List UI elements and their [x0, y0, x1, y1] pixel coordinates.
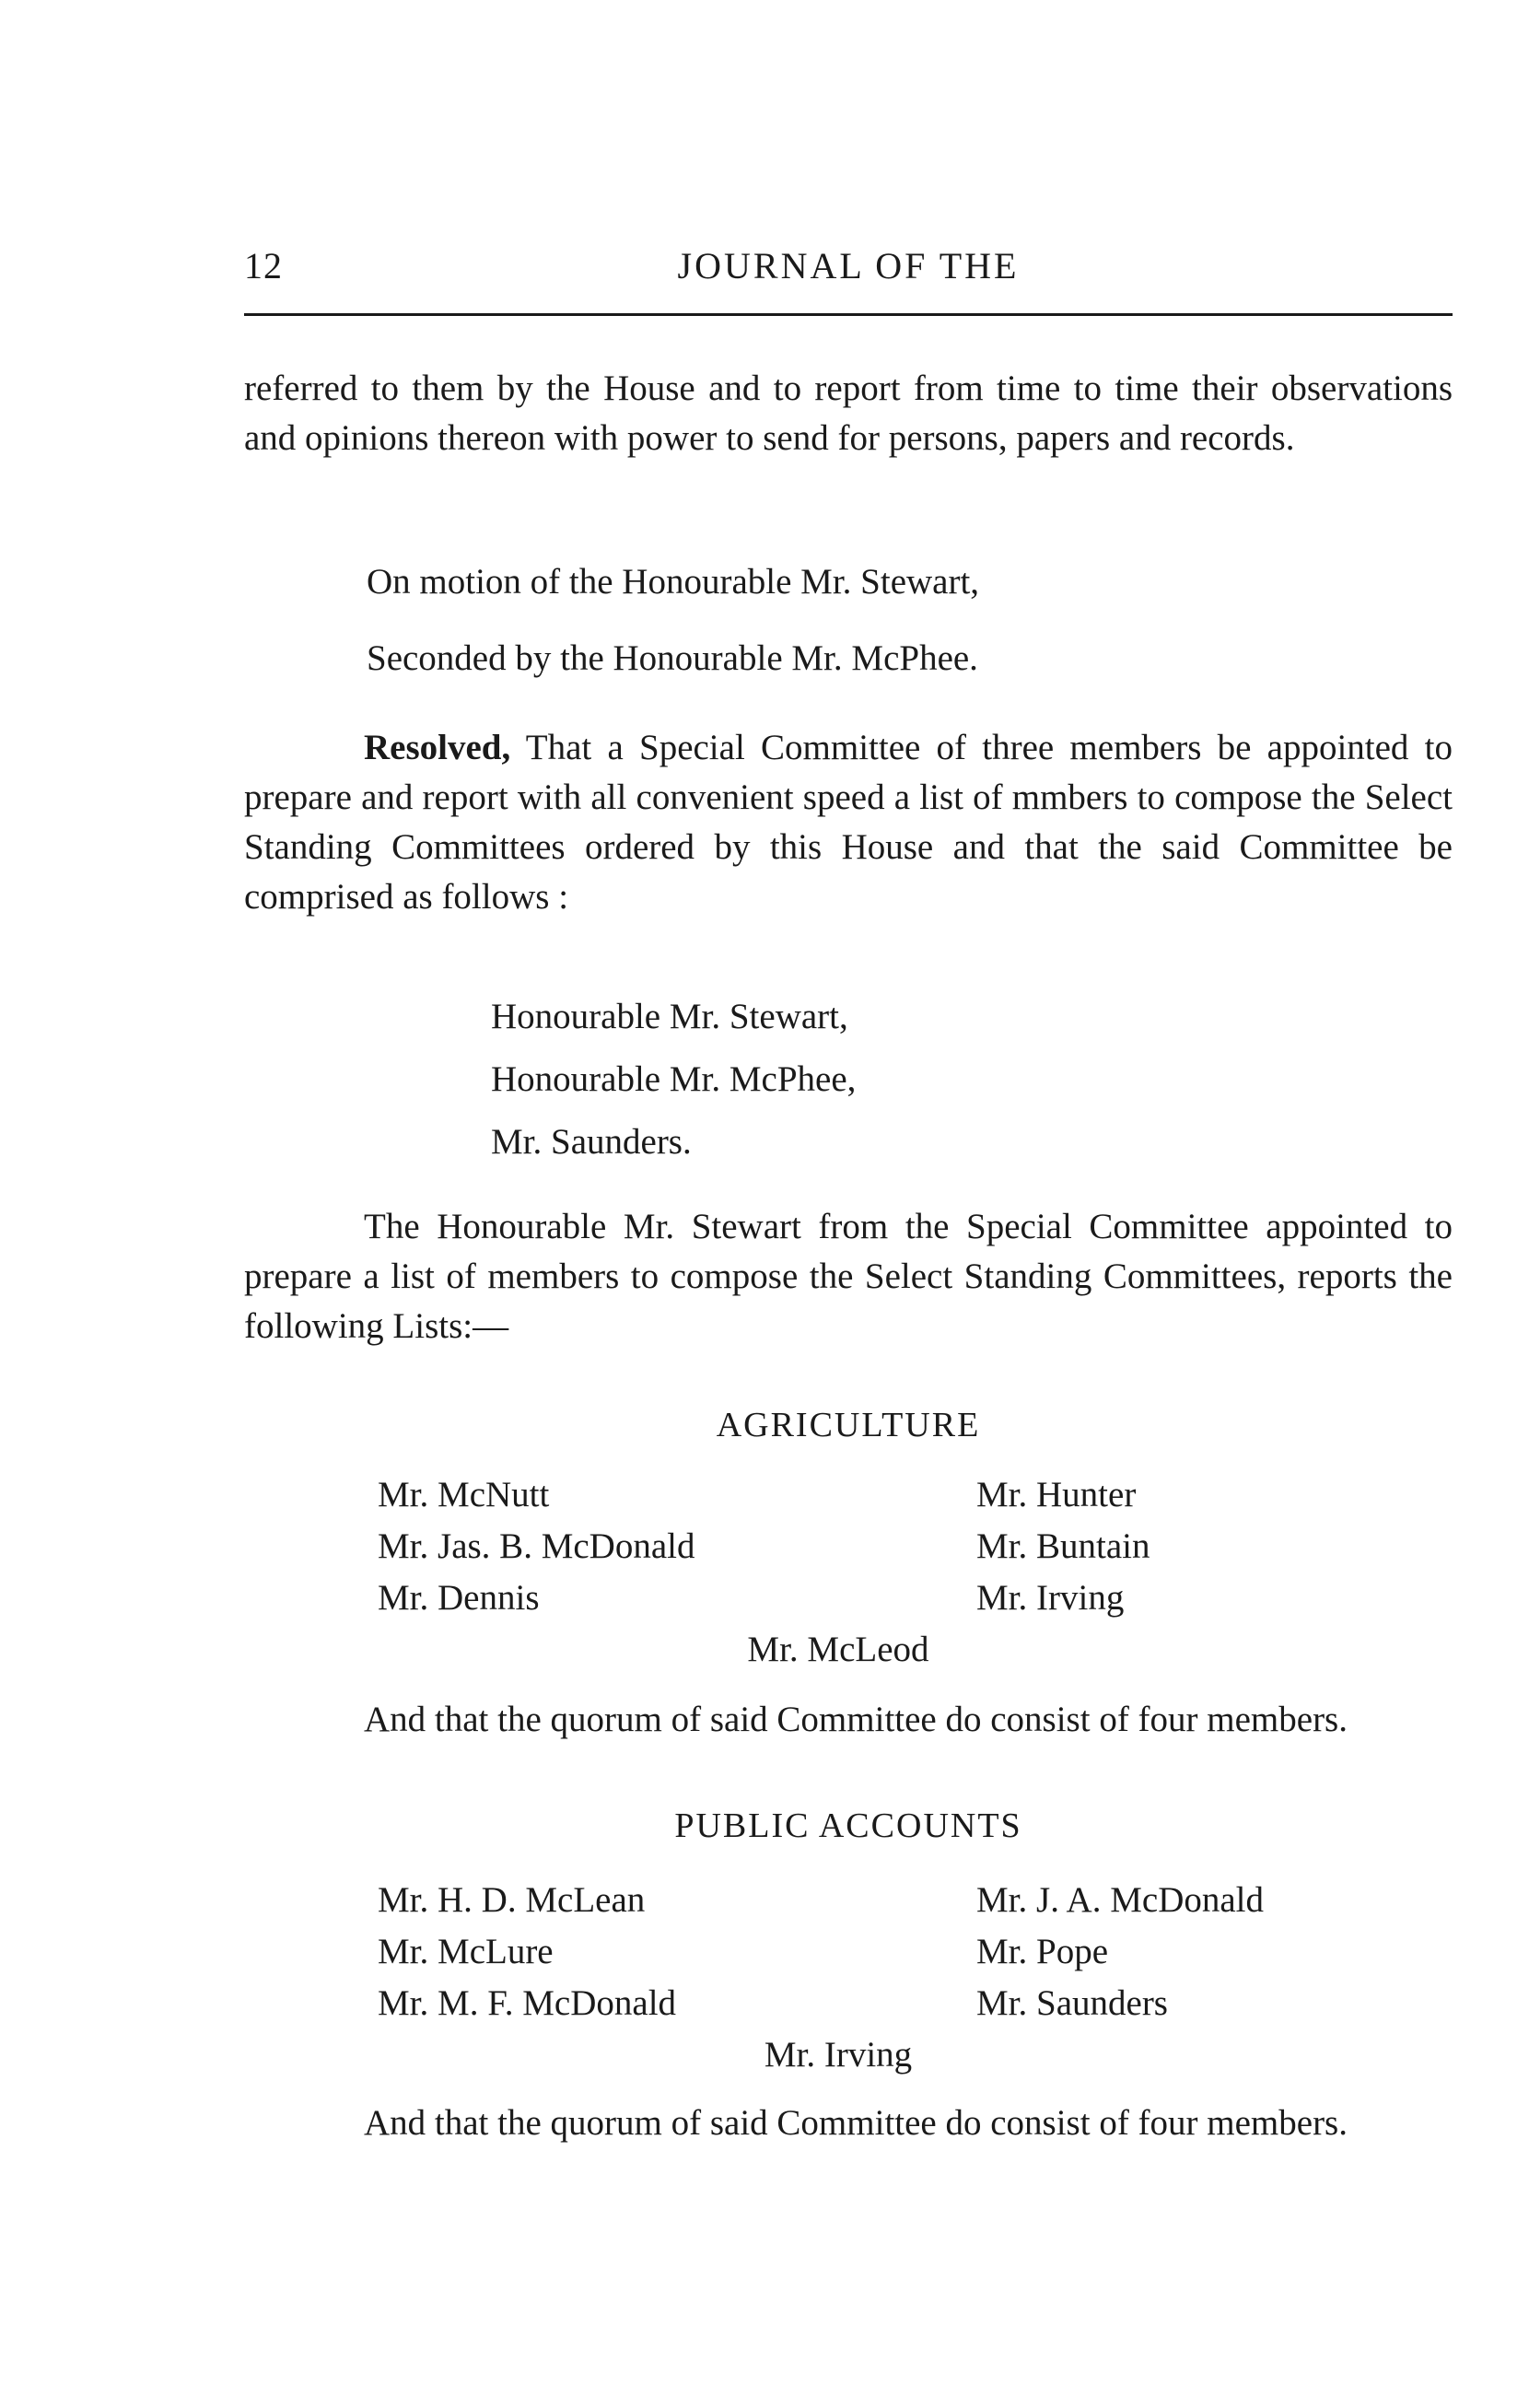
page-header [244, 244, 1453, 299]
member-row [378, 1469, 1391, 1521]
agriculture-members [378, 1469, 1391, 1676]
report-paragraph: The Honourable Mr. Stewart from the Special Committee appointed to prepare a list of members to compose the Select Standing Committees, reports the following Lists:— [244, 1207, 1453, 1346]
public-accounts-members [378, 1875, 1391, 2081]
page-number: 12 [244, 245, 283, 286]
member-name: Mr. McNutt [378, 1475, 550, 1514]
quorum-paragraph-public-accounts: And that the quorum of said Committee do consist of four members. [364, 2103, 1348, 2143]
member-name: Mr. McLeod [747, 1630, 929, 1669]
header-rule [244, 313, 1453, 316]
list-item: Honourable Mr. McPhee, [491, 1059, 857, 1099]
resolved-text: That a Special Committee of three members be appointed to prepare and report with all convenient speed a list of mmbers to compose the Select Standing Committees ordered by this House and that the said Committee be comprised as follows : [244, 728, 1453, 917]
member-row [378, 1875, 1391, 1926]
committee-heading-public-accounts: PUBLIC ACCOUNTS [674, 1806, 1022, 1845]
committee-heading-agriculture: AGRICULTURE [716, 1406, 981, 1444]
member-name: Mr. Pope [976, 1932, 1109, 1971]
member-row [378, 2029, 1391, 2081]
member-row [378, 1572, 1391, 1624]
motion-line: On motion of the Honourable Mr. Stewart, [367, 562, 980, 602]
member-row [378, 1624, 1391, 1676]
member-name: Mr. Irving [764, 2035, 913, 2075]
member-name: Mr. Saunders [976, 1983, 1168, 2023]
member-name: Mr. H. D. McLean [378, 1880, 646, 1920]
member-name: Mr. McLure [378, 1932, 554, 1971]
running-title: JOURNAL OF THE [677, 245, 1020, 286]
member-name: Mr. M. F. McDonald [378, 1983, 677, 2023]
member-name: Mr. Dennis [378, 1578, 540, 1618]
continuation-paragraph: referred to them by the House and to report from time to time their observations and opinions thereon with power to send for persons, papers and records. [244, 368, 1453, 458]
seconded-line: Seconded by the Honourable Mr. McPhee. [367, 638, 978, 678]
member-name: Mr. Jas. B. McDonald [378, 1526, 695, 1566]
list-item: Mr. Saunders. [491, 1122, 692, 1162]
member-row [378, 1926, 1391, 1978]
special-committee-list [491, 986, 856, 1174]
member-name: Mr. Buntain [976, 1526, 1150, 1566]
member-name: Mr. J. A. McDonald [976, 1880, 1264, 1920]
quorum-paragraph-agriculture: And that the quorum of said Committee do consist of four members. [364, 1700, 1348, 1739]
resolved-label: Resolved, [364, 728, 511, 767]
list-item: Honourable Mr. Stewart, [491, 997, 848, 1036]
resolved-paragraph [244, 723, 1453, 922]
member-name: Mr. Hunter [976, 1475, 1137, 1514]
member-row [378, 1521, 1391, 1572]
member-row [378, 1978, 1391, 2029]
member-name: Mr. Irving [976, 1578, 1125, 1618]
